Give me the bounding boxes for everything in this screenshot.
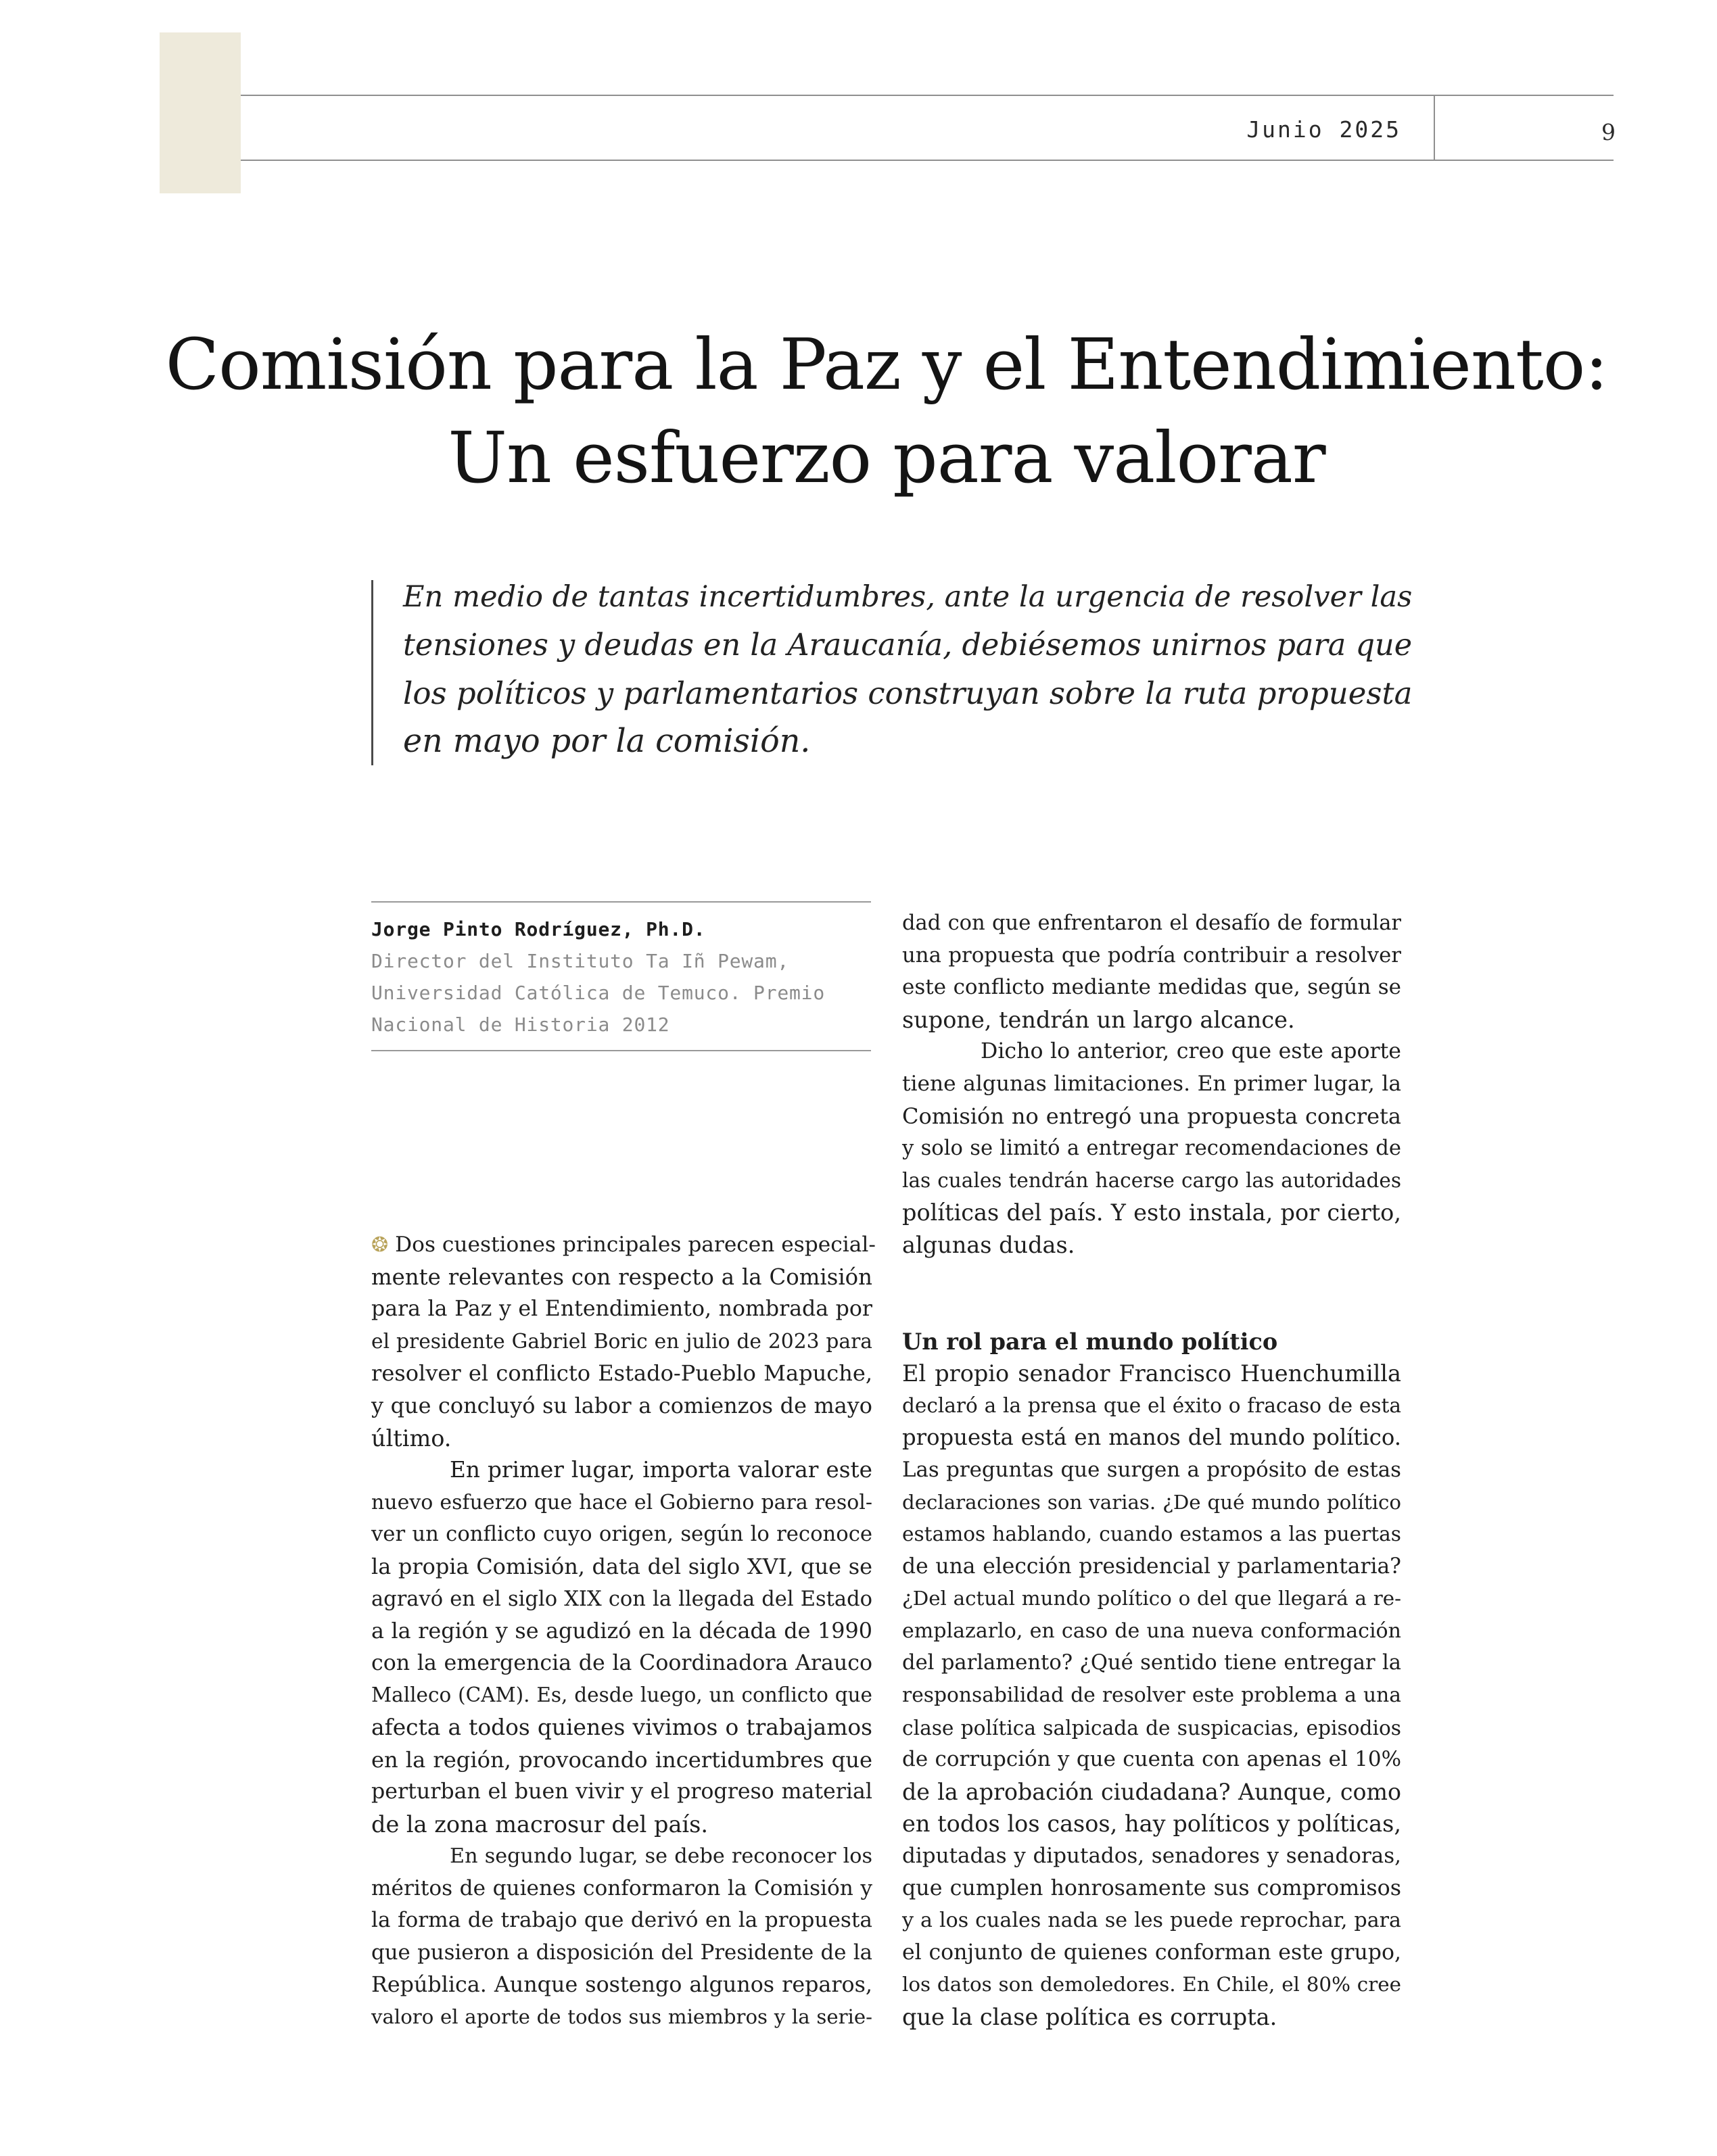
body-line: que pusieron a disposición del Presidente de la [371,1940,872,1965]
body-line: el conjunto de quienes conforman este grupo, [902,1940,1401,1965]
section-spacer [902,1262,1401,1326]
body-line: el presidente Gabriel Boric en julio de 2023 para [371,1329,872,1354]
section-subheading: Un rol para el mundo político [902,1328,1278,1355]
body-line: emplazarlo, en caso de una nueva conformación [902,1619,1401,1643]
body-line: una propuesta que podría contribuir a resolver [902,942,1401,967]
body-line: la propia Comisión, data del siglo XVI, que se [371,1553,872,1579]
body-line: ver un conflicto cuyo origen, según lo reconoce [371,1523,872,1547]
body-line: supone, tendrán un largo alcance. [902,1006,1295,1033]
lead-line: en mayo por la comisión. [403,723,811,760]
body-line: tiene algunas limitaciones. En primer lugar, la [902,1071,1401,1096]
title-line-2: Un esfuerzo para valorar [448,416,1325,499]
body-line: ❂ Dos cuestiones principales parecen especial- [371,1229,872,1262]
header-rule-bottom [241,160,1614,161]
body-line: para la Paz y el Entendimiento, nombrada por [371,1297,872,1322]
body-line: y solo se limitó a entregar recomendaciones de [902,1136,1401,1161]
ornament-bullet-icon: ❂ [371,1233,389,1257]
body-line: de corrupción y que cuenta con apenas el 10% [902,1747,1401,1772]
page-corner-tab [160,32,241,193]
header-separator [1434,95,1435,160]
body-line: a la región y se agudizó en la década de 1990 [371,1618,872,1644]
lead-line: los políticos y parlamentarios construyan sobre la ruta propuesta [403,675,1413,711]
body-line: ¿Del actual mundo político o del que llegará a re- [902,1587,1401,1610]
article-title [160,318,1614,504]
body-line: resolver el conflicto Estado-Pueblo Mapuche, [371,1360,872,1387]
header-rule-top [241,95,1614,96]
body-line: que cumplen honrosamente sus compromisos [902,1875,1401,1900]
body-line: El propio senador Francisco Huenchumilla [902,1360,1401,1387]
body-line: perturban el buen vivir y el progreso material [371,1779,872,1804]
body-line: las cuales tendrán hacerse cargo las autoridades [902,1168,1401,1192]
body-line: en la región, provocando incertidumbres que [371,1746,872,1773]
body-line: responsabilidad de resolver este problema a una [902,1683,1401,1708]
author-name: Jorge Pinto Rodríguez, Ph.D. [371,918,706,940]
body-line: En segundo lugar, se debe reconocer los [450,1844,872,1869]
author-role-line: Universidad Católica de Temuco. Premio [371,982,825,1004]
body-line: de la zona macrosur del país. [371,1811,708,1838]
body-line: mente relevantes con respecto a la Comisión [371,1264,872,1290]
page-number: 9 [1601,119,1616,145]
body-line: nuevo esfuerzo que hace el Gobierno para resol- [371,1490,872,1514]
body-line: este conflicto mediante medidas que, según se [902,975,1401,1000]
body-line: propuesta está en manos del mundo político. [902,1424,1401,1451]
lead-quote-bar [371,580,373,765]
body-line: República. Aunque sostengo algunos reparos, [371,1972,872,1997]
body-line: Las preguntas que surgen a propósito de estas [902,1457,1401,1482]
body-line: de la aprobación ciudadana? Aunque, como [902,1778,1401,1805]
body-line: declaró a la prensa que el éxito o fracaso de esta [902,1393,1401,1417]
body-column-right [902,907,1401,2034]
body-column-left [371,1229,876,2034]
body-line: afecta a todos quienes vivimos o trabajamos [371,1714,872,1740]
issue-date: Junio 2025 [1246,116,1401,143]
lead-line: En medio de tantas incertidumbres, ante la urgencia de resolver las [403,580,1413,614]
body-line: valoro el aporte de todos sus miembros y la serie- [371,2005,872,2029]
body-line: del parlamento? ¿Qué sentido tiene entregar la [902,1651,1401,1675]
body-line: estamos hablando, cuando estamos a las puertas [902,1523,1401,1546]
body-line: la forma de trabajo que derivó en la propuesta [371,1908,872,1933]
body-line: políticas del país. Y esto instala, por cierto, [902,1199,1401,1226]
body-line: de una elección presidencial y parlamentaria? [902,1554,1401,1579]
author-role-line: Director del Instituto Ta Iñ Pewam, [371,950,790,972]
body-line: Dicho lo anterior, creo que este aporte [981,1039,1401,1064]
author-byline [371,901,871,1051]
body-line: dad con que enfrentaron el desafío de formular [902,911,1401,935]
body-line: que la clase política es corrupta. [902,2004,1277,2030]
body-line: Comisión no entregó una propuesta concreta [902,1103,1401,1129]
body-line: último. [371,1424,452,1452]
body-line: Malleco (CAM). Es, desde luego, un conflicto que [371,1683,872,1707]
body-line: agravó en el siglo XIX con la llegada del Estado [371,1587,872,1611]
lead-paragraph [403,573,1417,765]
body-line: algunas dudas. [902,1231,1075,1258]
body-line: en todos los casos, hay políticos y políticas, [902,1811,1401,1838]
author-role-line: Nacional de Historia 2012 [371,1013,670,1036]
body-line: méritos de quienes conformaron la Comisión y [371,1875,872,1900]
body-line: los datos son demoledores. En Chile, el 80% cree [902,1973,1401,1996]
body-line: En primer lugar, importa valorar este [450,1457,872,1483]
body-line: y a los cuales nada se les puede reprochar, para [902,1909,1401,1933]
body-line: declaraciones son varias. ¿De qué mundo político [902,1490,1401,1514]
body-line: con la emergencia de la Coordinadora Arauco [371,1650,872,1675]
lead-line: tensiones y deudas en la Araucanía, debiésemos unirnos para que [403,627,1413,663]
body-line: diputadas y diputados, senadores y senadoras, [902,1844,1401,1869]
body-line: clase política salpicada de suspicacias, episodios [902,1715,1401,1740]
body-line: y que concluyó su labor a comienzos de mayo [371,1392,872,1418]
title-line-1: Comisión para la Paz y el Entendimiento: [165,323,1608,406]
